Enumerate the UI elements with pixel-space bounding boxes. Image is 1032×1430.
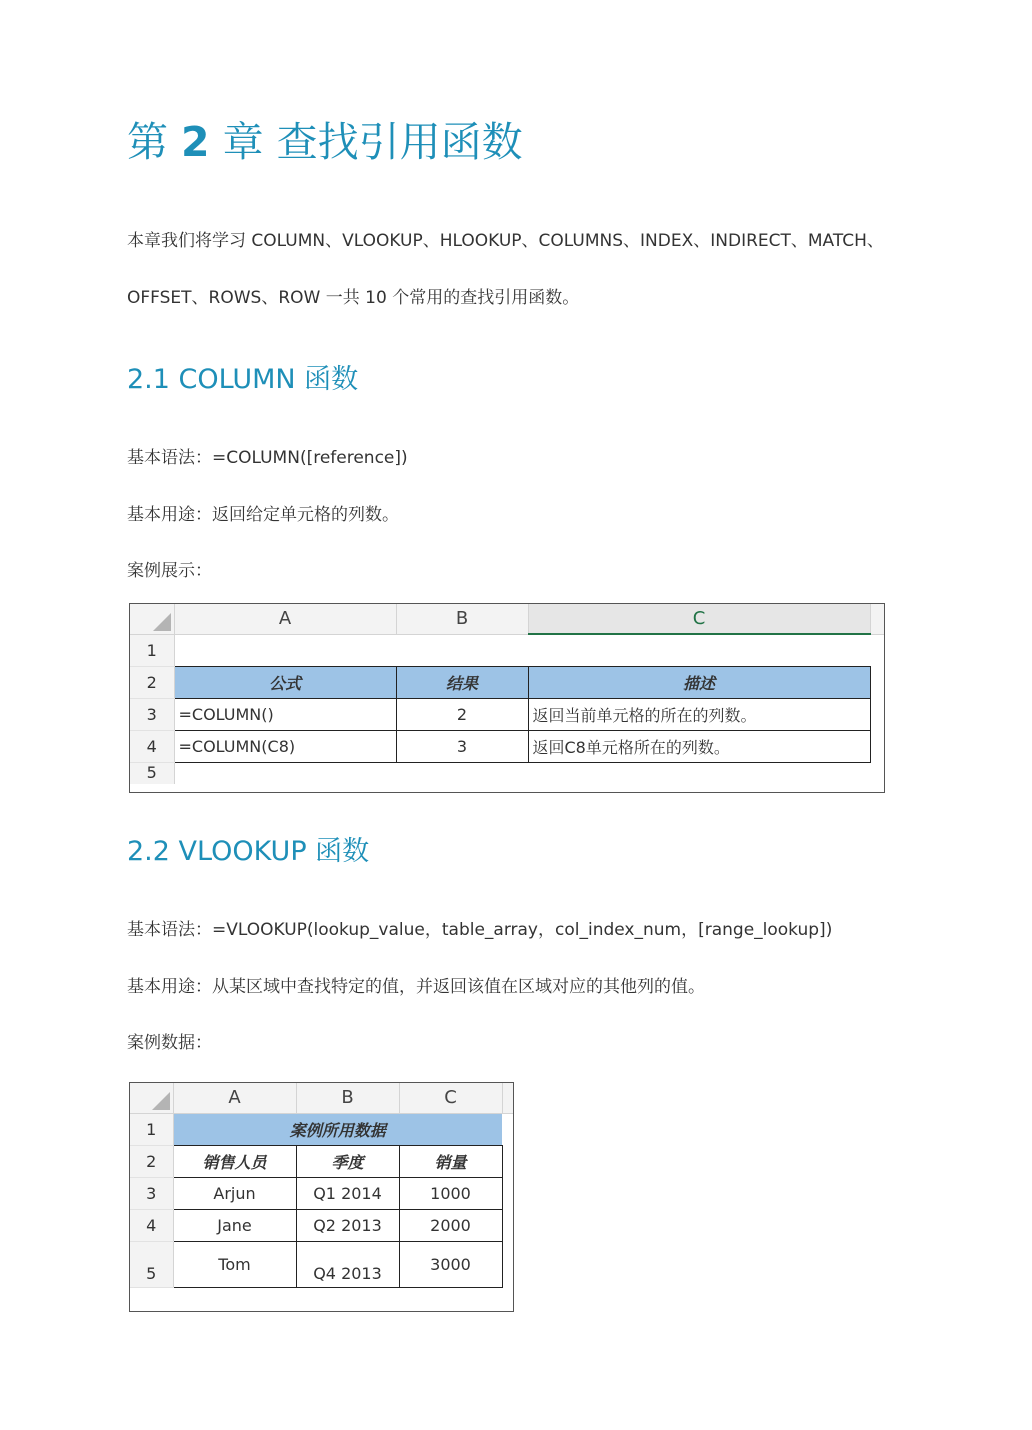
result-cell[interactable]: 3 [396, 730, 528, 762]
vlookup-example-label: 案例数据： [127, 1033, 212, 1053]
chapter-suffix: 章 查找引用函数 [222, 118, 523, 166]
chapter-prefix: 第 [127, 118, 168, 166]
column-header-c[interactable]: C [399, 1083, 502, 1113]
row-header-2[interactable]: 2 [130, 1145, 173, 1177]
sales-cell[interactable]: 3000 [399, 1241, 502, 1287]
row-header-5[interactable]: 5 [130, 762, 174, 784]
quarter-cell[interactable]: Q4 2013 [296, 1241, 399, 1287]
row-header-1[interactable]: 1 [130, 634, 174, 666]
column-header-b[interactable]: B [296, 1083, 399, 1113]
table-row [130, 1241, 513, 1287]
column-header-a[interactable]: A [174, 604, 396, 634]
header-cell-sales[interactable]: 销量 [399, 1145, 502, 1177]
header-cell-quarter[interactable]: 季度 [296, 1145, 399, 1177]
salesperson-cell[interactable]: Jane [173, 1209, 296, 1241]
sheet-row [130, 1113, 513, 1145]
row-header-3[interactable]: 3 [130, 698, 174, 730]
section-title-vlookup: 2.2 VLOOKUP 函数 [127, 836, 370, 867]
column-header-b[interactable]: B [396, 604, 528, 634]
row-header-3[interactable]: 3 [130, 1177, 173, 1209]
table-title-cell[interactable]: 案例所用数据 [173, 1113, 502, 1145]
section-title-column: 2.1 COLUMN 函数 [127, 364, 359, 395]
chapter-number: 2 [181, 118, 210, 166]
row-header-1[interactable]: 1 [130, 1113, 173, 1145]
header-cell-result[interactable]: 结果 [396, 666, 528, 698]
result-cell[interactable]: 2 [396, 698, 528, 730]
formula-cell[interactable]: =COLUMN() [174, 698, 396, 730]
intro-line-1: 本章我们将学习 COLUMN、VLOOKUP、HLOOKUP、COLUMNS、INDEX、INDIRECT、MATCH、 [127, 231, 884, 251]
column-header-c[interactable]: C [528, 604, 870, 634]
sheet-row [130, 666, 884, 698]
header-cell-description[interactable]: 描述 [528, 666, 870, 698]
table-row [130, 1145, 513, 1177]
table-row [130, 1177, 513, 1209]
sales-cell[interactable]: 2000 [399, 1209, 502, 1241]
salesperson-cell[interactable]: Arjun [173, 1177, 296, 1209]
row-header-4[interactable]: 4 [130, 1209, 173, 1241]
quarter-cell[interactable]: Q2 2013 [296, 1209, 399, 1241]
column-example-label: 案例展示： [127, 561, 212, 581]
column-usage: 基本用途：返回给定单元格的列数。 [127, 505, 399, 525]
header-cell-formula[interactable]: 公式 [174, 666, 396, 698]
sheet-row [130, 762, 884, 784]
sales-cell[interactable]: 1000 [399, 1177, 502, 1209]
quarter-cell[interactable]: Q1 2014 [296, 1177, 399, 1209]
column-header-row [130, 604, 884, 634]
table-row [130, 730, 884, 762]
description-cell[interactable]: 返回当前单元格的所在的列数。 [528, 698, 870, 730]
formula-cell[interactable]: =COLUMN(C8) [174, 730, 396, 762]
vlookup-usage: 基本用途：从某区域中查找特定的值，并返回该值在区域对应的其他列的值。 [127, 977, 705, 997]
vlookup-example-spreadsheet [129, 1082, 514, 1312]
select-all-corner[interactable] [130, 1083, 173, 1113]
column-syntax: 基本语法：=COLUMN([reference]) [127, 448, 408, 468]
table-row [130, 1209, 513, 1241]
description-cell[interactable]: 返回C8单元格所在的列数。 [528, 730, 870, 762]
row-header-5[interactable]: 5 [130, 1241, 173, 1287]
row-header-4[interactable]: 4 [130, 730, 174, 762]
sheet-row [130, 634, 884, 666]
chapter-title [127, 112, 523, 172]
column-example-spreadsheet [129, 603, 885, 793]
column-header-a[interactable]: A [173, 1083, 296, 1113]
vlookup-syntax: 基本语法：=VLOOKUP(lookup_value，table_array，col_index_num，[range_lookup]) [127, 920, 833, 940]
select-all-corner[interactable] [130, 604, 174, 634]
column-header-row [130, 1083, 513, 1113]
salesperson-cell[interactable]: Tom [173, 1241, 296, 1287]
row-header-2[interactable]: 2 [130, 666, 174, 698]
intro-line-2: OFFSET、ROWS、ROW 一共 10 个常用的查找引用函数。 [127, 288, 580, 308]
table-row [130, 698, 884, 730]
header-cell-salesperson[interactable]: 销售人员 [173, 1145, 296, 1177]
